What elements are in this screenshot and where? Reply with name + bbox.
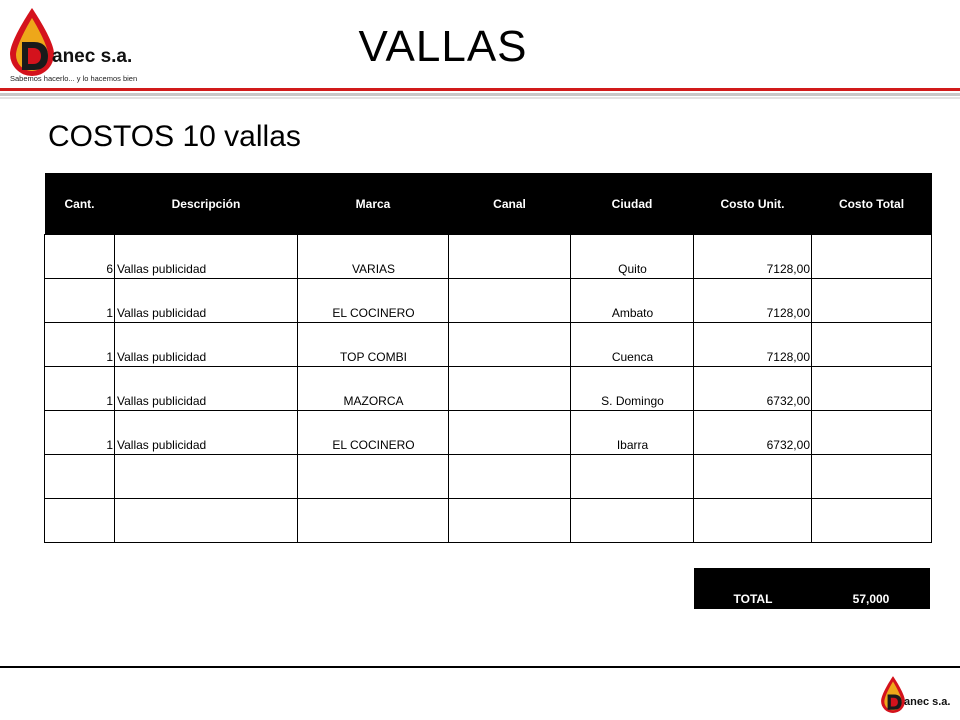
- cell-costo-unit: [694, 455, 812, 499]
- logo-tagline: Sabemos hacerlo... y lo hacemos bien: [10, 74, 138, 83]
- total-label: TOTAL: [733, 592, 773, 606]
- cell-costo-unit: 7128,00: [694, 235, 812, 279]
- cell-costo-total: [812, 323, 932, 367]
- header-cant: Cant.: [45, 173, 115, 235]
- table-row: [45, 499, 932, 543]
- cell-costo-total: [812, 411, 932, 455]
- cell-costo-total: [812, 279, 932, 323]
- cell-costo-unit: 7128,00: [694, 279, 812, 323]
- cell-costo-unit: 6732,00: [694, 367, 812, 411]
- cell-descripcion: Vallas publicidad: [115, 367, 298, 411]
- header-descripcion: Descripción: [115, 173, 298, 235]
- cell-marca: MAZORCA: [298, 367, 449, 411]
- cell-marca: EL COCINERO: [298, 411, 449, 455]
- cell-ciudad: [571, 499, 694, 543]
- page-subtitle: COSTOS 10 vallas: [48, 120, 301, 153]
- footer-logo-drop-icon: [880, 674, 906, 714]
- cell-cant: 6: [45, 235, 115, 279]
- cell-canal: [449, 235, 571, 279]
- table-row: [45, 279, 932, 323]
- cell-canal: [449, 367, 571, 411]
- cell-canal: [449, 411, 571, 455]
- cell-cant: [45, 499, 115, 543]
- cell-canal: [449, 279, 571, 323]
- footer-logo: [880, 674, 960, 718]
- table-row: [45, 367, 932, 411]
- cell-cant: 1: [45, 323, 115, 367]
- cell-marca: VARIAS: [298, 235, 449, 279]
- header-marca: Marca: [298, 173, 449, 235]
- cell-descripcion: Vallas publicidad: [115, 235, 298, 279]
- cell-costo-total: [812, 235, 932, 279]
- cell-cant: 1: [45, 367, 115, 411]
- cell-costo-total: [812, 499, 932, 543]
- cell-marca: [298, 499, 449, 543]
- cell-ciudad: Ambato: [571, 279, 694, 323]
- cell-marca: EL COCINERO: [298, 279, 449, 323]
- cell-costo-unit: [694, 499, 812, 543]
- footer-divider: [0, 666, 960, 668]
- total-box: [694, 568, 930, 609]
- cell-canal: [449, 323, 571, 367]
- cell-ciudad: Cuenca: [571, 323, 694, 367]
- cell-cant: 1: [45, 279, 115, 323]
- cell-cant: [45, 455, 115, 499]
- cell-costo-unit: 6732,00: [694, 411, 812, 455]
- cell-costo-total: [812, 455, 932, 499]
- page-title: VALLAS: [358, 22, 528, 71]
- header-costo-unit: Costo Unit.: [694, 173, 812, 235]
- table-body: [45, 235, 932, 543]
- cell-marca: TOP COMBI: [298, 323, 449, 367]
- cell-costo-unit: 7128,00: [694, 323, 812, 367]
- cell-descripcion: Vallas publicidad: [115, 279, 298, 323]
- table-row: [45, 235, 932, 279]
- table-row: [45, 411, 932, 455]
- cell-ciudad: Quito: [571, 235, 694, 279]
- costs-table: [44, 173, 932, 543]
- header-divider: [0, 88, 960, 100]
- cell-costo-total: [812, 367, 932, 411]
- costs-table-container: [44, 173, 931, 543]
- cell-cant: 1: [45, 411, 115, 455]
- header-costo-total: Costo Total: [812, 173, 932, 235]
- header-row: [45, 173, 932, 235]
- header-ciudad: Ciudad: [571, 173, 694, 235]
- cell-descripcion: Vallas publicidad: [115, 323, 298, 367]
- logo-company-name: anec s.a.: [52, 46, 133, 67]
- cell-canal: [449, 455, 571, 499]
- table-row: [45, 323, 932, 367]
- cell-canal: [449, 499, 571, 543]
- table-row: [45, 455, 932, 499]
- header-canal: Canal: [449, 173, 571, 235]
- cell-ciudad: Ibarra: [571, 411, 694, 455]
- cell-descripcion: Vallas publicidad: [115, 411, 298, 455]
- cell-marca: [298, 455, 449, 499]
- cell-ciudad: [571, 455, 694, 499]
- cell-ciudad: S. Domingo: [571, 367, 694, 411]
- table-header: [45, 173, 932, 235]
- cell-descripcion: [115, 499, 298, 543]
- total-value: 57,000: [852, 592, 890, 606]
- footer-company-name: anec s.a.: [904, 696, 951, 708]
- cell-descripcion: [115, 455, 298, 499]
